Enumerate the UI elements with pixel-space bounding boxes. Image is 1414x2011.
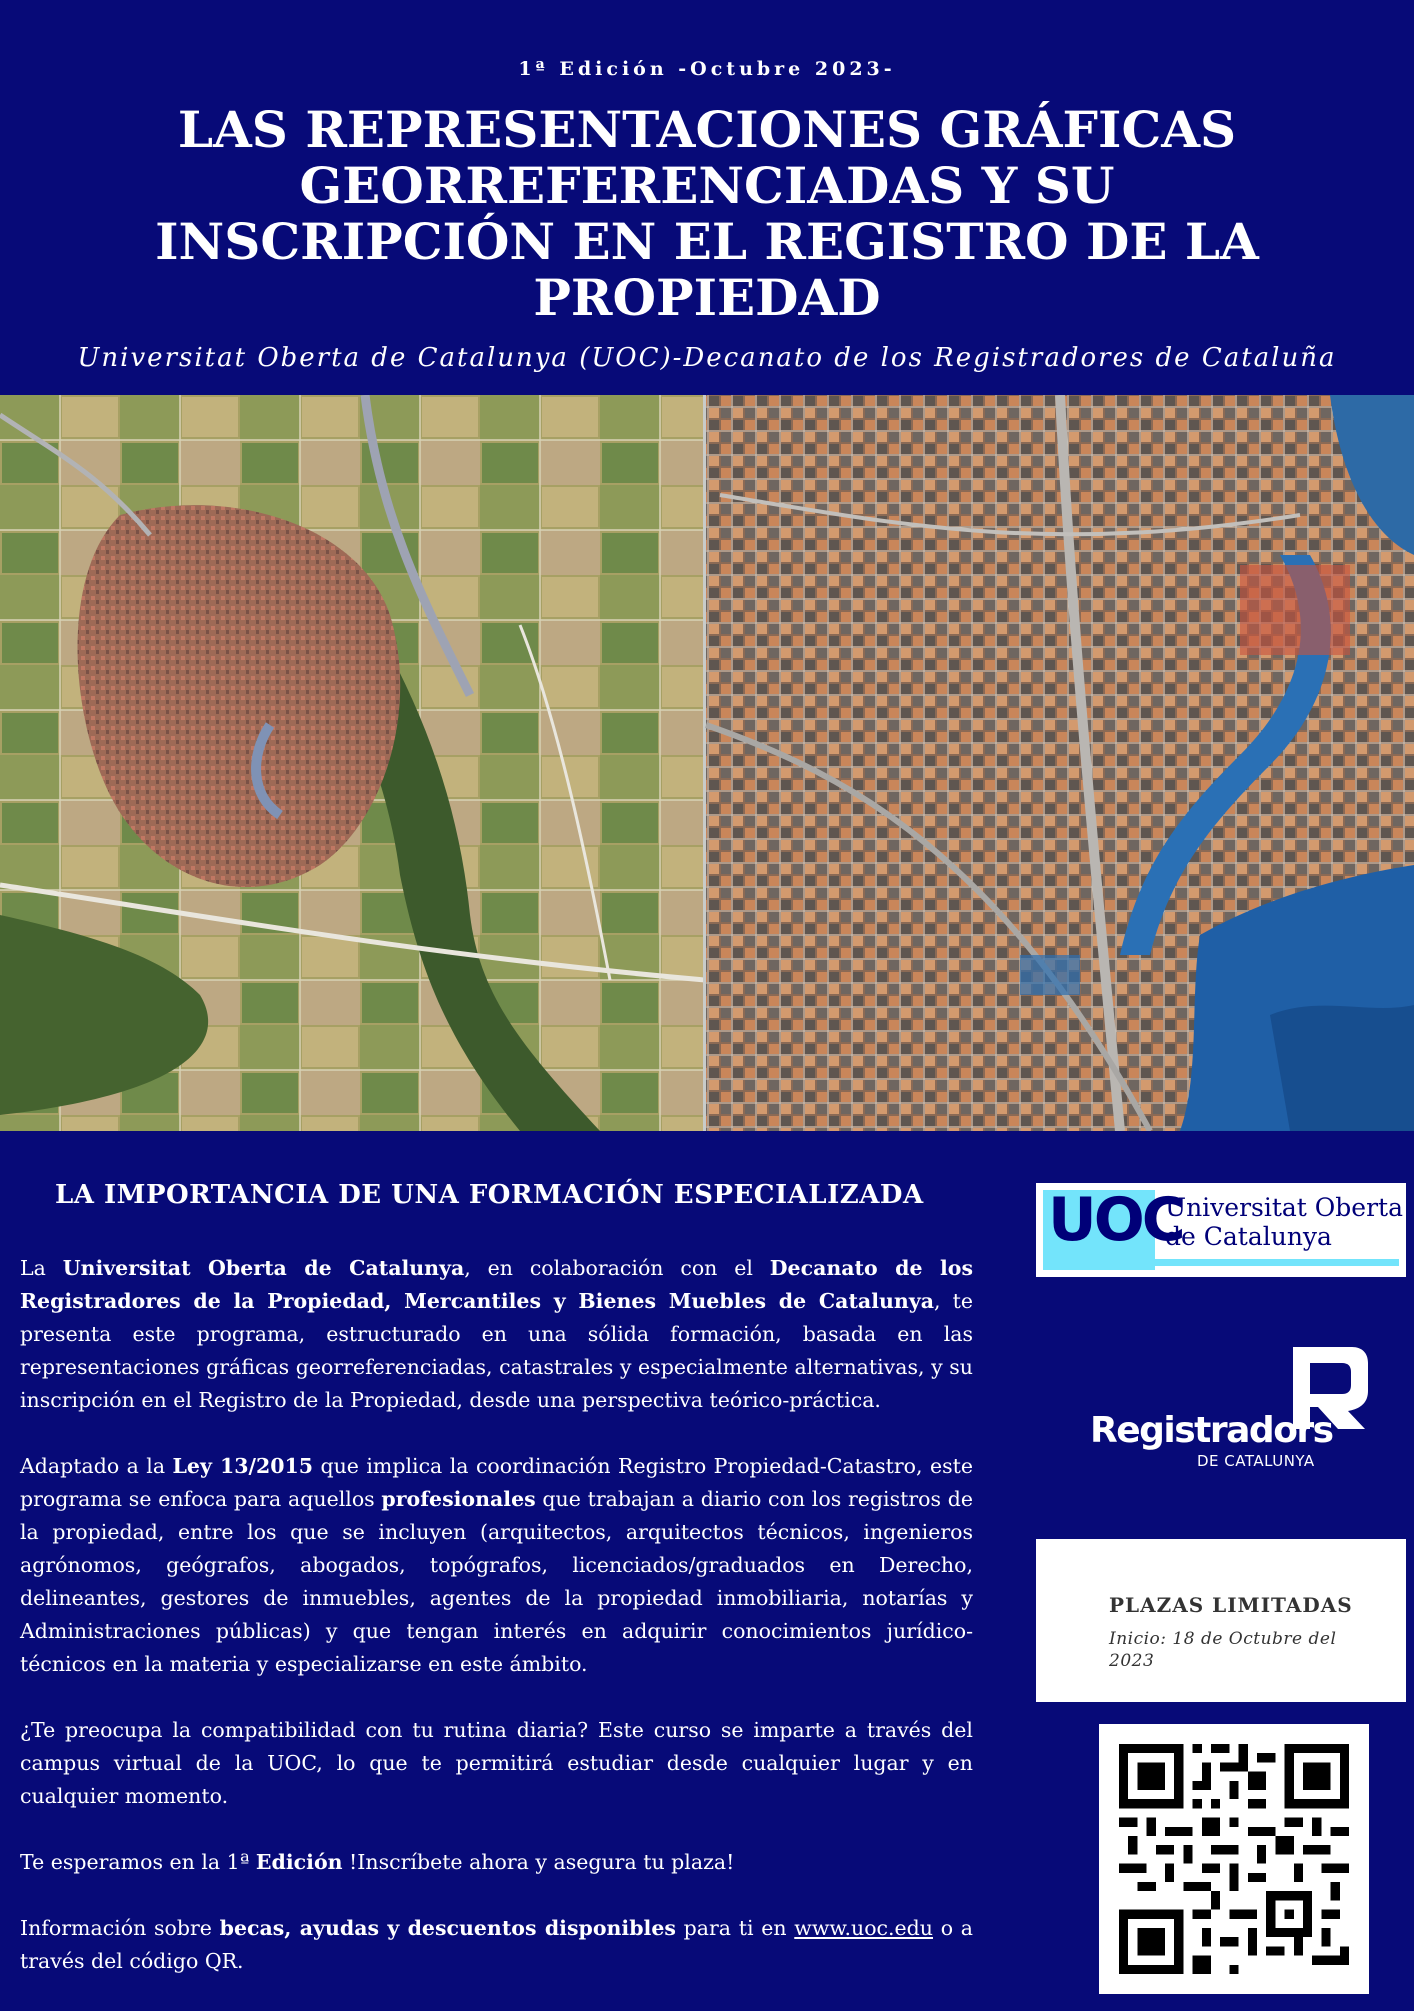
body-text: [20, 1252, 973, 2011]
paragraph-scholarships: Información sobre becas, ayudas y descuentos disponibles para ti en www.uoc.edu o a través del código QR.: [20, 1916, 973, 1973]
paragraph-intro: La Universitat Oberta de Catalunya, en colaboración con el Decanato de los Registradores de la Propiedad, Mercantiles y Bienes Muebles de Catalunya, te presenta este programa, estructurado en una sólida formación, basada en las representaciones gráficas georreferenciadas, catastrales y especialmente alternativas, y su inscripción en el Registro de la Propiedad, desde una perspectiva teórico-práctica.: [20, 1256, 974, 1412]
rural-aerial-image: [0, 395, 705, 1131]
paragraph-audience: Adaptado a la Ley 13/2015 que implica la coordinación Registro Propiedad-Catastro, este programa se enfoca para aquellos profesionales que trabajan a diario con los registros de la propiedad, entre los que se incluyen (arquitectos, arquitectos técnicos, ingenieros agrónomos, geógrafos, abogados, topógrafos, licenciados/graduados en Derecho, delineantes, gestores de inmuebles, agentes de la propiedad inmobiliaria, notarías y Administraciones públicas) y que tengan interés en adquirir conocimientos jurídico-técnicos en la materia y especializarse en este ámbito.: [20, 1454, 973, 1676]
urban-aerial-image: [706, 395, 1414, 1131]
edition-label: 1ª Edición -Octubre 2023-: [518, 58, 896, 80]
uoc-logo-bar: [1155, 1259, 1399, 1266]
limited-places-box: [1036, 1539, 1406, 1702]
qr-code[interactable]: [1099, 1724, 1369, 1994]
section-title: LA IMPORTANCIA DE UNA FORMACIÓN ESPECIALIZADA: [55, 1180, 924, 1210]
paragraph-invite: Te esperamos en la 1ª Edición !Inscríbete ahora y asegura tu plaza!: [20, 1850, 735, 1874]
uoc-logo-mark: UOC: [1048, 1185, 1183, 1255]
registradors-subtitle: DE CATALUNYA: [1197, 1452, 1315, 1470]
start-date: Inicio: 18 de Octubre del 2023: [1109, 1629, 1337, 1671]
image-divider: [703, 395, 706, 1131]
qr-code-icon: [1119, 1744, 1349, 1974]
page-title: LAS REPRESENTACIONES GRÁFICAS GEORREFERENCIADAS Y SU INSCRIPCIÓN EN EL REGISTRO DE LA PROPIEDAD: [155, 100, 1259, 327]
uoc-website-link[interactable]: www.uoc.edu: [794, 1916, 933, 1940]
registradors-name: Registradors: [1090, 1410, 1333, 1451]
subtitle: Universitat Oberta de Catalunya (UOC)-Decanato de los Registradores de Cataluña: [77, 343, 1337, 373]
limited-places-title: PLAZAS LIMITADAS: [1109, 1593, 1353, 1617]
aerial-images-banner: [0, 395, 1414, 1131]
header: [0, 0, 1414, 395]
uoc-logo: [1036, 1183, 1406, 1277]
uoc-logo-name: Universitat Oberta de Catalunya: [1165, 1193, 1404, 1251]
paragraph-online: ¿Te preocupa la compatibilidad con tu rutina diaria? Este curso se imparte a través del campus virtual de la UOC, lo que te permitirá estudiar desde cualquier lugar y en cualquier momento.: [20, 1718, 973, 1808]
